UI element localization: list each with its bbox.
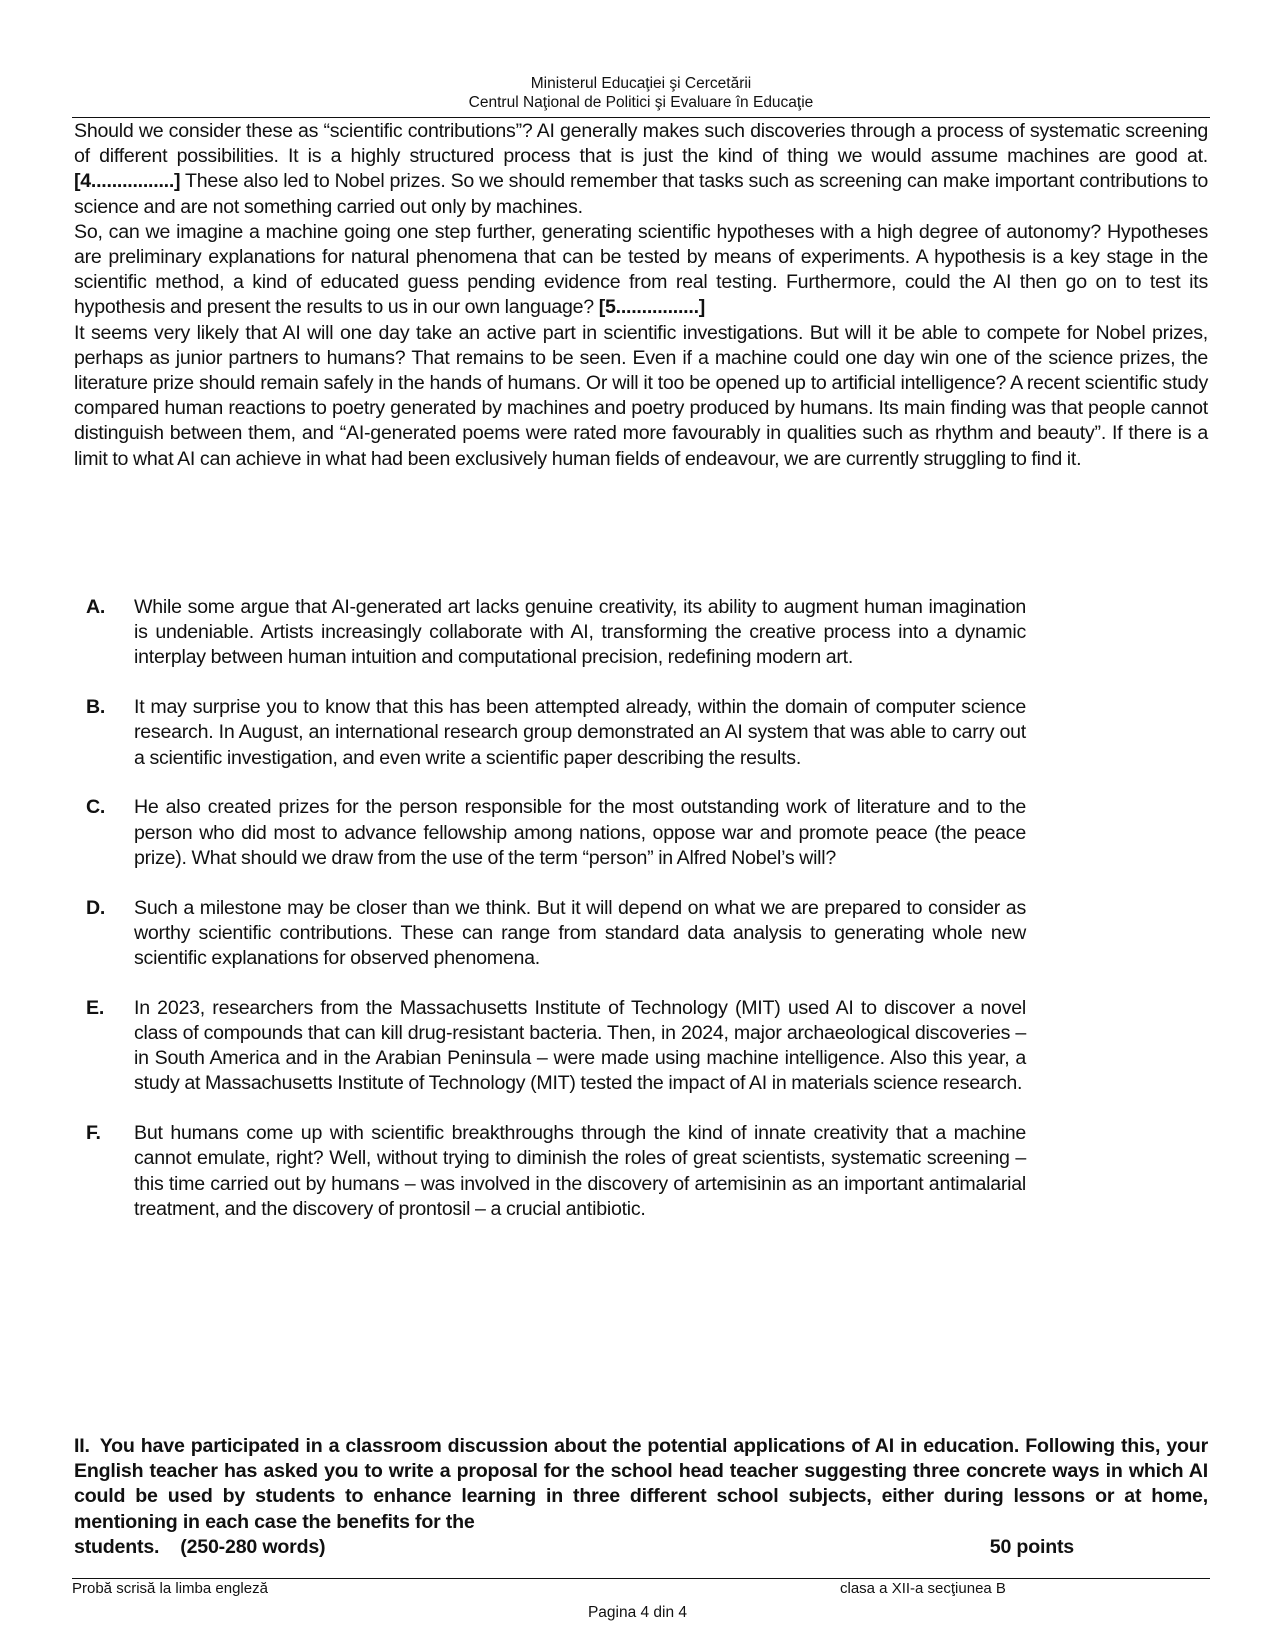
footer-class: clasa a XII-a secţiunea B xyxy=(840,1580,1006,1597)
gap-5: [5................] xyxy=(598,296,706,319)
ministry-name: Ministerul Educaţiei şi Cercetării xyxy=(530,75,752,92)
option-e xyxy=(86,996,1026,1097)
option-c xyxy=(86,795,1026,871)
writing-task xyxy=(74,1434,1208,1560)
option-text: But humans come up with scientific breakthroughs through the kind of innate creativity that a machine cannot emulate, right? Well, without trying to diminish the roles of great scientists, systematic screening – this time carried out by humans – was involved in the discovery of artemisinin as an important antimalarial treatment, and the discovery of prontosil – a crucial antibiotic. xyxy=(134,1122,1026,1220)
option-d xyxy=(86,896,1026,972)
option-letter: E. xyxy=(86,996,105,1019)
option-letter: F. xyxy=(86,1122,101,1145)
option-text: It may surprise you to know that this has been attempted already, within the domain of computer science research. In August, an international research group demonstrated an AI system that was able to carry out a scientific investigation, and even write a scientific paper describing the results. xyxy=(134,696,1026,769)
option-text: In 2023, researchers from the Massachusetts Institute of Technology (MIT) used AI to discover a novel class of compounds that can kill drug-resistant bacteria. Then, in 2024, major archaeological discoveries – in South America and in the Arabian Peninsula – were made using machine intelligence. Also this year, a study at Massachusetts Institute of Technology (MIT) tested the impact of AI in materials science research. xyxy=(134,996,1026,1095)
option-letter: A. xyxy=(86,596,106,618)
paragraph-2: So, can we imagine a machine going one step further, generating scientific hypotheses with a high degree of autonomy? Hypotheses are preliminary explanations for natural phenomena that can be tested by means of experiments. A hypothesis is a key stage in the scientific method, a kind of educated guess pending evidence from real testing. Furthermore, could the AI then go on to test its hypothesis and present the results to us in our own language? [5................] xyxy=(74,220,1208,319)
header-divider xyxy=(72,117,1210,118)
footer-subject: Probă scrisă la limba engleză xyxy=(72,1580,268,1597)
option-f xyxy=(86,1121,1026,1222)
answer-options xyxy=(86,595,1026,1247)
paragraph-3: It seems very likely that AI will one day take an active part in scientific investigations. But will it be able to compete for Nobel prizes, perhaps as junior partners to humans? That remains to be seen. Even if a machine could one day win one of the science prizes, the literature prize should remain safely in the hands of humans. Or will it too be opened up to artificial intelligence? A recent scientific study compared human reactions to poetry generated by machines and poetry produced by humans. Its main finding was that people cannot distinguish between them, and “AI-generated poems were rated more favourably in qualities such as rhythm and beauty”. If there is a limit to what AI can achieve in what had been exclusively human fields of endeavour, we are currently struggling to find it. xyxy=(74,321,1208,470)
page-number: Pagina 4 din 4 xyxy=(587,1604,688,1621)
task-prompt: II. You have participated in a classroom discussion about the potential applications of AI in education. Following this, your English teacher has asked you to write a proposal for the school head teacher suggesting three concrete ways in which AI could be used by students to enhance learning in three different school subjects, either during lessons or at home, mentioning in each case the benefits for the xyxy=(74,1435,1208,1533)
gap-4: [4................] xyxy=(74,170,181,193)
option-text: While some argue that AI-generated art lacks genuine creativity, its ability to augment human imagination is undeniable. Artists increasingly collaborate with AI, transforming the creative process into a dynamic interplay between human intuition and computational precision, redefining modern art. xyxy=(134,596,1026,669)
option-letter: B. xyxy=(86,696,106,719)
center-name: Centrul Naţional de Politici şi Evaluare în Educaţie xyxy=(468,94,814,111)
word-limit: students. (250-280 words) xyxy=(74,1535,326,1558)
reading-passage xyxy=(74,119,1208,472)
option-b xyxy=(86,695,1026,771)
option-text: Such a milestone may be closer than we think. But it will depend on what we are prepared to consider as worthy scientific contributions. These can range from standard data analysis to generating whole new scientific explanations for observed phenomena. xyxy=(134,896,1026,970)
option-a xyxy=(86,595,1026,671)
task-last-line xyxy=(74,1535,1074,1560)
option-letter: C. xyxy=(86,796,106,819)
option-letter: D. xyxy=(86,896,106,919)
footer-divider xyxy=(72,1578,1210,1579)
task-number: II. xyxy=(74,1435,90,1457)
task-points: 50 points xyxy=(989,1535,1074,1558)
paragraph-1: Should we consider these as “scientific contributions”? AI generally makes such discoveries through a process of systematic screening of different possibilities. It is a highly structured process that is just the kind of thing we would assume machines are good at. [4................] These also led to Nobel prizes. So we should remember that tasks such as screening can make important contributions to science and are not something carried out only by machines. xyxy=(74,120,1208,218)
page-header xyxy=(72,74,1210,112)
option-text: He also created prizes for the person responsible for the most outstanding work of literature and to the person who did most to advance fellowship among nations, oppose war and promote peace (the peace prize). What should we draw from the use of the term “person” in Alfred Nobel’s will? xyxy=(134,796,1026,869)
